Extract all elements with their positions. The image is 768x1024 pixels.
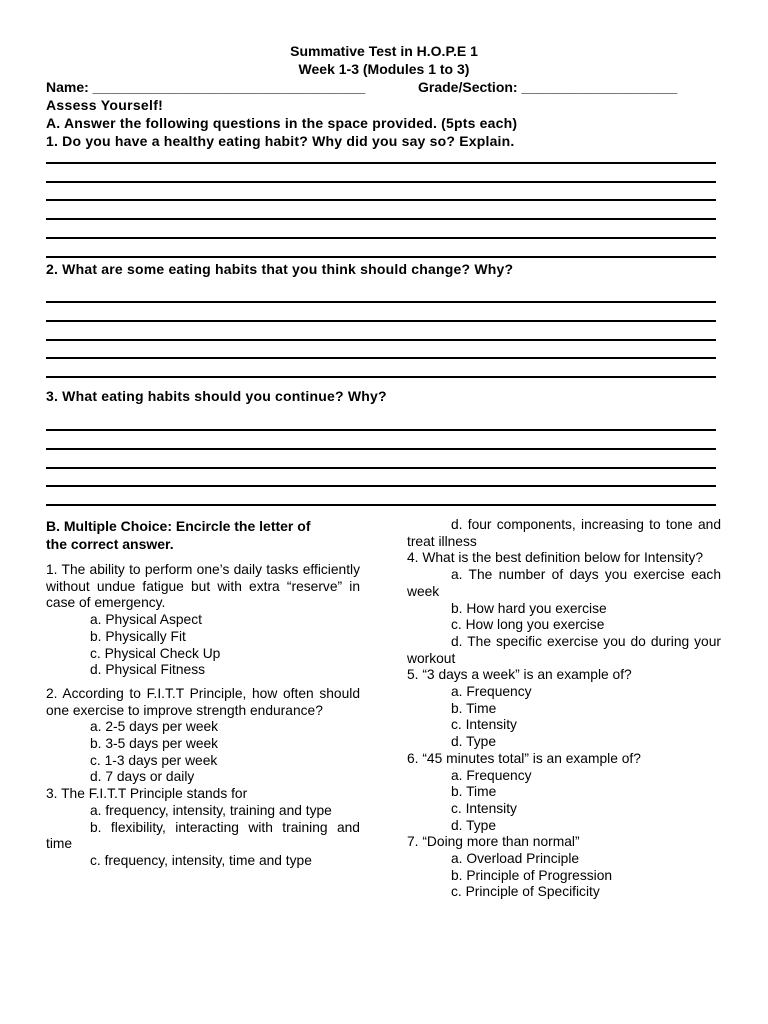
mc-option[interactable]: c. 1-3 days per week bbox=[90, 752, 218, 768]
answer-line bbox=[46, 256, 716, 258]
mc-option[interactable]: b. How hard you exercise bbox=[451, 600, 607, 616]
mc-question-7: 7. “Doing more than normal” bbox=[407, 834, 580, 850]
mc-option[interactable]: a. Overload Principle bbox=[451, 851, 580, 867]
mc-question-5: 5. “3 days a week” is an example of? bbox=[407, 667, 632, 683]
mc-question-4: 4. What is the best definition below for Intensity? bbox=[407, 550, 704, 566]
part-b-heading-continued: the correct answer. bbox=[46, 536, 174, 552]
mc-question-6: 6. “45 minutes total” is an example of? bbox=[407, 750, 641, 766]
mc-option[interactable]: b. Time bbox=[451, 784, 497, 800]
mc-option[interactable]: a. frequency, intensity, training and type bbox=[90, 802, 332, 818]
mc-question-1: 1. The ability to perform one’s daily tasks efficiently without undue fatigue but with extra “reserve” in case of emergency. bbox=[46, 562, 360, 611]
mc-option[interactable]: c. frequency, intensity, time and type bbox=[90, 852, 312, 868]
part-a-question-1: 1. Do you have a healthy eating habit? Why did you say so? Explain. bbox=[46, 133, 515, 149]
mc-question-2: 2. According to F.I.T.T Principle, how often should one exercise to improve strength endurance? bbox=[46, 685, 360, 718]
part-a-question-3: 3. What eating habits should you continue? Why? bbox=[46, 388, 387, 404]
mc-option[interactable]: c. Intensity bbox=[451, 800, 517, 816]
assess-yourself-heading: Assess Yourself! bbox=[46, 97, 164, 113]
mc-option[interactable]: c. Intensity bbox=[451, 717, 517, 733]
part-a-question-2: 2. What are some eating habits that you think should change? Why? bbox=[46, 261, 514, 277]
answer-line bbox=[46, 357, 716, 359]
answer-line bbox=[46, 467, 716, 469]
mc-option[interactable]: a. Frequency bbox=[451, 684, 532, 700]
mc-option[interactable]: c. How long you exercise bbox=[451, 617, 605, 633]
mc-option[interactable]: d. 7 days or daily bbox=[90, 769, 195, 785]
answer-line bbox=[46, 218, 716, 220]
mc-option[interactable]: a. Physical Aspect bbox=[90, 612, 202, 628]
mc-option[interactable]: c. Principle of Specificity bbox=[451, 884, 600, 900]
mc-option[interactable]: d. Physical Fitness bbox=[90, 662, 206, 678]
mc-option[interactable]: a. 2-5 days per week bbox=[90, 719, 219, 735]
test-title: Summative Test in H.O.P.E 1 bbox=[290, 43, 478, 59]
test-subtitle: Week 1-3 (Modules 1 to 3) bbox=[298, 61, 470, 77]
answer-line bbox=[46, 320, 716, 322]
part-b-heading: B. Multiple Choice: Encircle the letter of bbox=[46, 518, 311, 534]
answer-line bbox=[46, 376, 716, 378]
part-a-instructions: A. Answer the following questions in the space provided. (5pts each) bbox=[46, 115, 518, 131]
answer-line bbox=[46, 181, 716, 183]
grade-section-field: Grade/Section: ____________________ bbox=[418, 79, 678, 95]
mc-option[interactable]: d. The specific exercise you do during your workout bbox=[407, 633, 721, 666]
name-field: Name: ___________________________________ bbox=[46, 79, 366, 95]
mc-option[interactable]: a. Frequency bbox=[451, 767, 532, 783]
answer-line bbox=[46, 485, 716, 487]
mc-option[interactable]: d. Type bbox=[451, 734, 497, 750]
mc-option[interactable]: b. Principle of Progression bbox=[451, 867, 613, 883]
mc-option[interactable]: a. The number of days you exercise each week bbox=[407, 567, 721, 599]
mc-option[interactable]: b. 3-5 days per week bbox=[90, 736, 219, 752]
part-b-left-column bbox=[46, 517, 360, 870]
answer-line bbox=[46, 301, 716, 303]
answer-line bbox=[46, 429, 716, 431]
answer-line bbox=[46, 199, 716, 201]
part-b-right-column bbox=[407, 517, 721, 901]
answer-line bbox=[46, 237, 716, 239]
mc-option[interactable]: b. Physically Fit bbox=[90, 628, 186, 644]
answer-line bbox=[46, 339, 716, 341]
mc-option[interactable]: b. Time bbox=[451, 700, 497, 716]
answer-line bbox=[46, 504, 716, 506]
mc-question-3: 3. The F.I.T.T Principle stands for bbox=[46, 786, 248, 802]
mc-option[interactable]: d. four components, increasing to tone and treat illness bbox=[407, 517, 721, 549]
mc-option[interactable]: b. flexibility, interacting with training and time bbox=[46, 819, 360, 852]
mc-option[interactable]: c. Physical Check Up bbox=[90, 645, 221, 661]
answer-line bbox=[46, 448, 716, 450]
mc-option[interactable]: d. Type bbox=[451, 817, 497, 833]
answer-line bbox=[46, 162, 716, 164]
